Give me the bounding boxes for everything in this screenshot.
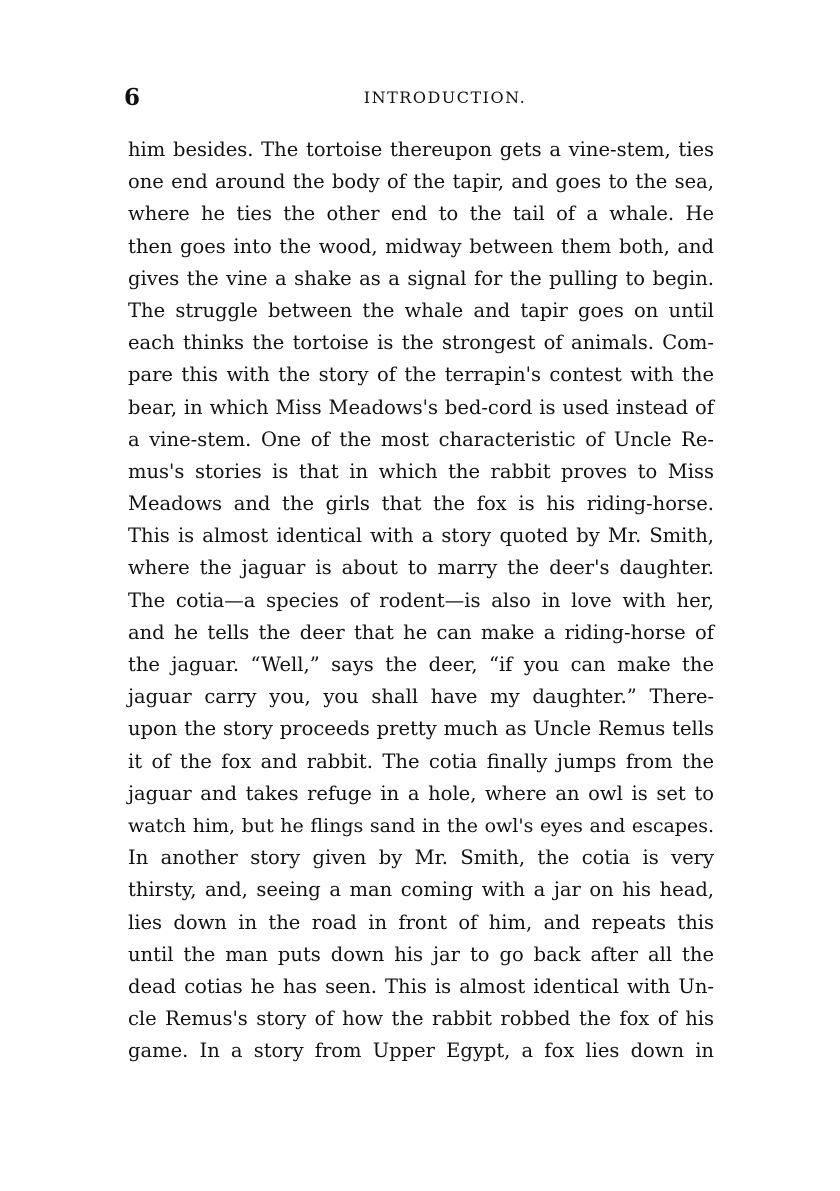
text-line: where he ties the other end to the tail of a whale. He — [128, 202, 714, 226]
text-line: The cotia—a species of rodent—is also in love with her, — [128, 588, 714, 612]
text-line: Meadows and the girls that the fox is his riding-horse. — [128, 492, 714, 516]
page-number: 6 — [124, 84, 141, 111]
text-line: watch him, but he flings sand in the owl's eyes and escapes. — [128, 814, 714, 837]
text-line: The struggle between the whale and tapir goes on until — [128, 298, 714, 322]
text-line: each thinks the tortoise is the strongest of animals. Com- — [128, 331, 714, 355]
text-line: gives the vine a shake as a signal for the pulling to begin. — [128, 266, 714, 290]
text-line: thirsty, and, seeing a man coming with a jar on his head, — [128, 878, 714, 902]
text-line: upon the story proceeds pretty much as Uncle Remus tells — [128, 717, 714, 741]
text-line: bear, in which Miss Meadows's bed-cord is used instead of — [128, 395, 714, 419]
text-line: This is almost identical with a story quoted by Mr. Smith, — [128, 524, 714, 548]
text-line: pare this with the story of the terrapin's contest with the — [128, 363, 714, 387]
text-line: In another story given by Mr. Smith, the cotia is very — [128, 846, 714, 870]
text-line: dead cotias he has seen. This is almost identical with Un- — [128, 974, 714, 998]
body-text — [128, 134, 714, 1067]
text-line: and he tells the deer that he can make a riding-horse of — [128, 620, 714, 644]
text-line: mus's stories is that in which the rabbit proves to Miss — [128, 459, 714, 483]
text-line: until the man puts down his jar to go back after all the — [128, 942, 714, 966]
text-line: the jaguar. “Well,” says the deer, “if you can make the — [128, 653, 714, 676]
text-line: it of the fox and rabbit. The cotia finally jumps from the — [128, 749, 714, 773]
text-line: game. In a story from Upper Egypt, a fox lies down in — [128, 1039, 714, 1063]
text-line: cle Remus's story of how the rabbit robbed the fox of his — [128, 1007, 714, 1031]
text-line: jaguar and takes refuge in a hole, where an owl is set to — [128, 781, 714, 805]
running-title: INTRODUCTION. — [363, 88, 527, 107]
text-line: lies down in the road in front of him, and repeats this — [128, 910, 714, 934]
text-line: where the jaguar is about to marry the deer's daughter. — [128, 556, 714, 580]
text-line: him besides. The tortoise thereupon gets a vine-stem, ties — [128, 138, 714, 161]
text-line: one end around the body of the tapir, and goes to the sea, — [128, 170, 714, 194]
text-line: a vine-stem. One of the most characteristic of Uncle Re- — [128, 427, 714, 451]
text-line: jaguar carry you, you shall have my daughter.” There- — [128, 685, 714, 709]
text-line: then goes into the wood, midway between them both, and — [128, 234, 714, 258]
